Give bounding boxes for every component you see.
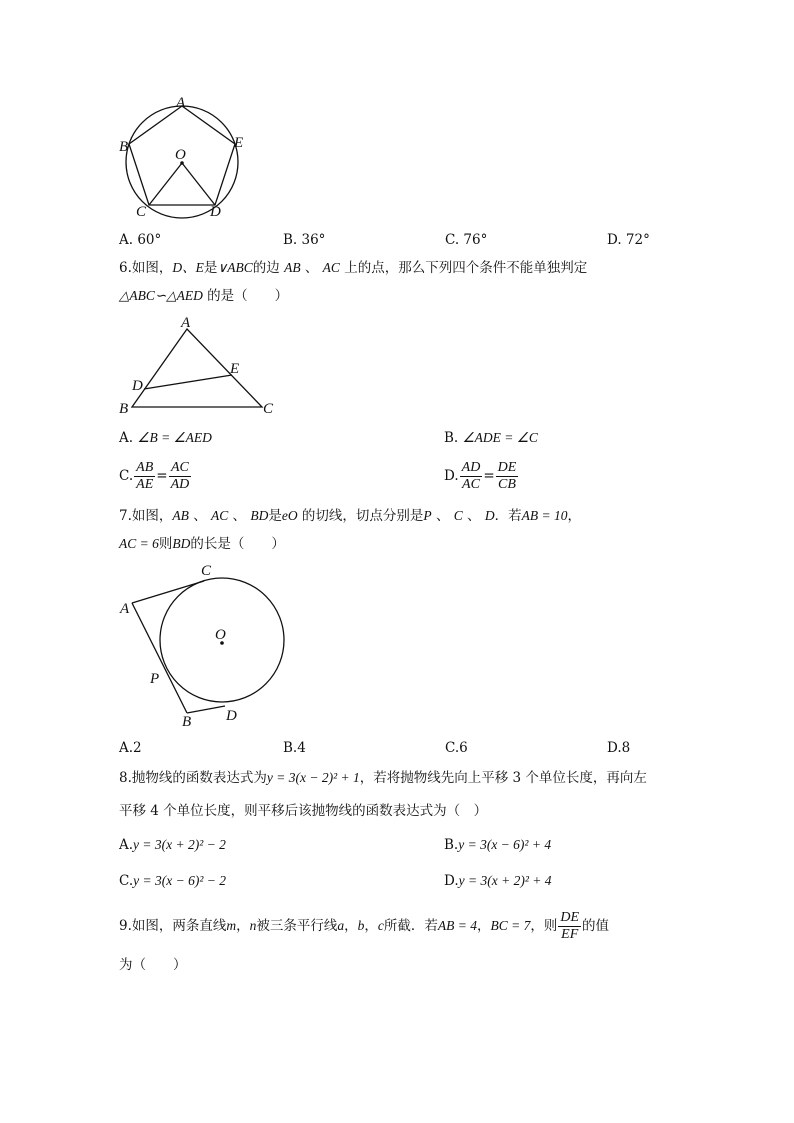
q9-line-b: b [357, 918, 365, 933]
q8-option-b [444, 836, 551, 854]
q8-option-c [119, 872, 226, 890]
q8-lead: 8.抛物线的函数表达式为 [119, 770, 267, 786]
q6-option-d-prefix: D. [444, 468, 459, 484]
q9-line-c: c [377, 918, 384, 933]
q8-stem-line2: 平移 4 个单位长度，则平移后该抛物线的函数表达式为（ ） [119, 803, 488, 819]
q7-label-c: C [201, 563, 212, 579]
q6-segment-de [144, 375, 232, 389]
q6-label-d: D [132, 378, 143, 394]
q7-stem-line2 [119, 535, 285, 553]
q7-if: ．若 [494, 508, 522, 524]
q7-option-d: D.8 [607, 740, 631, 756]
q7-label-p: P [150, 671, 160, 687]
q9-ratio-den: EF [558, 926, 581, 943]
q7-sep1: 、 [193, 508, 207, 524]
q6-triangle [132, 329, 262, 407]
q8-option-a-prefix: A. [119, 837, 134, 853]
q5-segment-oc [149, 163, 182, 205]
q9-sep4: ， [477, 918, 491, 934]
q6-stem-line2 [119, 287, 288, 305]
q5-label-d: D [210, 204, 221, 220]
q7-seg-bd: BD [250, 508, 269, 523]
q6-triangle-figure [112, 312, 282, 417]
q8-option-d-text: y = 3(x + 2)² + 4 [458, 873, 552, 888]
q7-sep3: 、 [435, 508, 450, 524]
q5-label-a: A [176, 95, 186, 111]
q7-point-p: P [423, 508, 432, 523]
q6-option-a-prefix: A. [119, 430, 134, 446]
q7-seg-ac: AC [210, 508, 229, 523]
q6-sep: 、 [304, 260, 319, 276]
q7-line-bd [187, 706, 225, 713]
q8-option-c-prefix: C. [119, 873, 134, 889]
q9-lead: 9.如图，两条直线 [119, 918, 227, 934]
q7-option-c: C.6 [445, 740, 468, 756]
q7-is: 是 [268, 508, 282, 524]
q5-label-c: C [136, 204, 147, 220]
q6-seg-ac: AC [322, 260, 340, 275]
q5-label-e: E [234, 135, 244, 151]
q6-option-b-prefix: B. [444, 430, 459, 446]
q6-label-b: B [119, 401, 129, 417]
q7-circle-o: eO [281, 508, 298, 523]
q6-stem-tail: 的是（ ） [207, 288, 289, 304]
q7-seg-ab: AB [172, 508, 189, 523]
q7-label-a: A [120, 601, 130, 617]
q9-stem-line2: 为（ ） [119, 957, 187, 973]
q6-option-b [444, 429, 538, 447]
q7-ab-value: AB = 10 [521, 508, 568, 523]
q8-option-b-text: y = 3(x − 6)² + 4 [458, 837, 552, 852]
q9-parallel-text: 被三条平行线 [256, 918, 338, 934]
q6-option-a [119, 429, 212, 447]
q7-then: 则 [158, 536, 173, 552]
q9-line-n: n [249, 918, 257, 933]
q5-label-o: O [175, 147, 186, 163]
q6-number: 6.如图， [119, 260, 173, 276]
q7-ac-value: AC = 6 [119, 536, 159, 551]
q8-option-b-prefix: B. [444, 837, 459, 853]
q9-sep3: ， [364, 918, 378, 934]
q9-cut-text: 所截．若 [383, 918, 438, 934]
q6-option-c-frac2 [169, 460, 192, 493]
q6-option-c-den2: AD [170, 477, 190, 492]
q6-option-c-num2: AC [170, 460, 189, 475]
q5-option-b: B. 36° [283, 232, 326, 248]
q7-tangent-figure [112, 558, 302, 733]
q7-point-d: D [484, 508, 495, 523]
q6-option-c-frac1 [134, 460, 155, 493]
q5-option-d: D. 72° [607, 232, 650, 248]
q6-label-a: A [181, 315, 191, 331]
q8-option-d-prefix: D. [444, 873, 459, 889]
q7-line-ac [132, 581, 204, 603]
q6-option-d [444, 456, 519, 496]
q7-label-d: D [226, 708, 237, 724]
q6-option-c-num1: AB [136, 460, 154, 475]
q6-option-d-den1: AC [460, 476, 483, 493]
q7-stem-tail: 的长是（ ） [190, 536, 285, 552]
q8-stem-rest: ，若将抛物线先向上平移 3 个单位长度，再向左 [359, 770, 647, 786]
q7-line-ab [132, 603, 187, 713]
q7-sep4: 、 [467, 508, 481, 524]
q8-stem-line1 [119, 769, 647, 787]
q5-option-a: A. 60° [119, 232, 162, 248]
q7-point-c: C [453, 508, 463, 523]
q6-option-d-frac2 [496, 460, 519, 493]
q9-sep1: ， [236, 918, 250, 934]
q6-seg-ab: AB [284, 260, 301, 275]
q6-option-d-frac1 [460, 460, 483, 493]
q6-edge: 的边 [252, 260, 280, 276]
q7-stem-line1 [119, 507, 581, 525]
q6-is: 是 [203, 260, 218, 276]
q6-option-c [119, 456, 192, 496]
q6-option-d-den2: CB [496, 476, 519, 493]
q6-stem-line1 [119, 259, 587, 277]
q8-expression: y = 3(x − 2)² + 1 [266, 770, 360, 785]
q7-option-a: A.2 [119, 740, 142, 756]
q6-stem-rest: 上的点，那么下列四个条件不能单独判定 [344, 260, 588, 276]
q7-label-b: B [182, 714, 192, 730]
q6-similarity: △ABC∽△AED [119, 288, 203, 303]
q9-bc-value: BC = 7 [490, 918, 531, 933]
q9-line-a: a [337, 918, 345, 933]
q8-option-a [119, 836, 226, 854]
q9-value-text: 的值 [582, 918, 610, 934]
q6-option-b-text: ∠ADE = ∠C [462, 430, 538, 445]
q7-comma: ， [567, 508, 581, 524]
q8-option-c-text: y = 3(x − 6)² − 2 [133, 873, 226, 888]
q7-seg-bd-2: BD [172, 536, 191, 551]
q6-option-d-num1: AD [461, 460, 481, 475]
q6-option-d-eq: = [483, 468, 495, 484]
q6-option-c-prefix: C. [119, 468, 134, 484]
q7-number: 7.如图， [119, 508, 173, 524]
q7-option-b: B.4 [283, 740, 306, 756]
q5-label-b: B [119, 139, 129, 155]
q8-option-a-text: y = 3(x + 2)² − 2 [133, 837, 226, 852]
q6-points-de: D、E [172, 260, 204, 275]
q8-option-d [444, 872, 552, 890]
q5-segment-od [182, 163, 215, 205]
q9-ratio-frac [558, 910, 581, 943]
q6-option-c-den1: AE [136, 477, 154, 492]
q9-ratio-num: DE [560, 910, 580, 925]
q5-option-c: C. 76° [445, 232, 488, 248]
q6-option-a-text: ∠B = ∠AED [137, 430, 212, 445]
q7-label-o: O [215, 627, 226, 643]
q9-line-m: m [226, 918, 237, 933]
q7-sep2: 、 [232, 508, 247, 524]
q9-then: ，则 [530, 918, 558, 934]
q6-triangle-abc: ∨ABC [217, 260, 253, 275]
q7-tangent-text: 的切线，切点分别是 [301, 508, 424, 524]
q5-pentagon-figure [110, 92, 260, 227]
q9-stem-line1 [119, 906, 609, 946]
q6-option-c-eq: = [156, 468, 168, 484]
q6-label-e: E [230, 361, 240, 377]
q9-ab-value: AB = 4 [437, 918, 477, 933]
q6-option-d-num2: DE [497, 460, 517, 475]
q6-label-c: C [263, 401, 274, 417]
q9-sep2: ， [344, 918, 358, 934]
